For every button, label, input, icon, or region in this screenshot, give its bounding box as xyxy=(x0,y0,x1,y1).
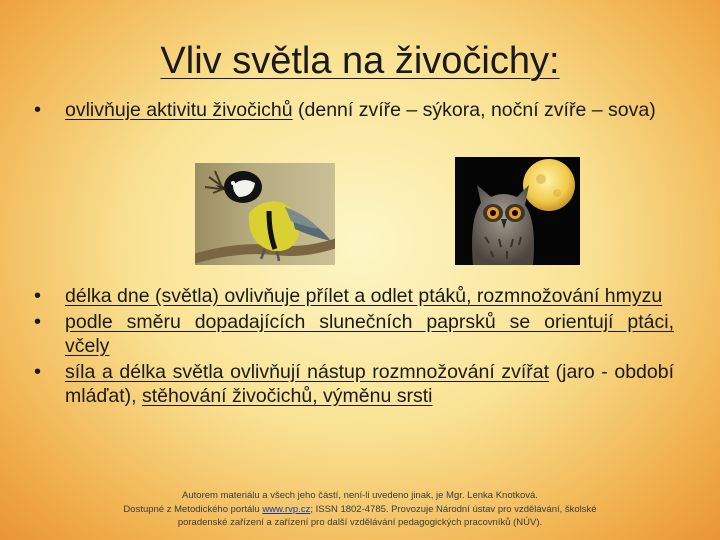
owl-moon-icon xyxy=(455,157,580,265)
slide-title: Vliv světla na živočichy: xyxy=(160,40,560,82)
footer-publisher: poradenské zařízení a zařízení pro další vzdělávání pedagogických pracovníků (NÚV). xyxy=(177,517,543,528)
bullet-activity xyxy=(34,98,674,122)
great-tit-icon xyxy=(195,163,335,265)
bullet-list-top xyxy=(34,98,674,124)
footer-source-pre: Dostupné z Metodického portálu xyxy=(123,504,263,515)
bullet-activity-rest: (denní zvíře – sýkora, noční zvíře – sova) xyxy=(292,99,656,121)
bullet-light-strength-underlined2: stěhování živočichů, výměnu srsti xyxy=(142,385,433,407)
bullet-light-strength-underlined: síla a délka světla ovlivňují nástup rozmnožování zvířat xyxy=(65,361,550,383)
bullet-orientation xyxy=(34,310,674,358)
bullet-light-strength xyxy=(34,360,674,408)
bullet-orientation-text: podle směru dopadajících slunečních paprsků se orientují ptáci, včely xyxy=(65,311,674,357)
great-tit-photo xyxy=(195,163,335,265)
bullet-list-bottom xyxy=(34,284,674,410)
footer-portal-link[interactable]: www.rvp.cz xyxy=(262,504,311,515)
bullet-day-length-text: délka dne (světla) ovlivňuje přílet a odlet ptáků, rozmnožování hmyzu xyxy=(65,285,663,307)
footer-author: Autorem materiálu a všech jeho částí, není-li uvedeno jinak, je Mgr. Lenka Knotková. xyxy=(182,490,538,501)
footer-source xyxy=(0,503,720,516)
bullet-day-length xyxy=(34,284,674,308)
bullet-activity-underlined: ovlivňuje aktivitu živočichů xyxy=(65,99,293,121)
bullet-light-strength-middle: (jaro - období mláďat), xyxy=(65,361,674,407)
footer-source-post: ; ISSN 1802-4785. Provozuje Národní ústav pro vzdělávání, školské xyxy=(310,504,597,515)
owl-photo xyxy=(455,157,580,265)
